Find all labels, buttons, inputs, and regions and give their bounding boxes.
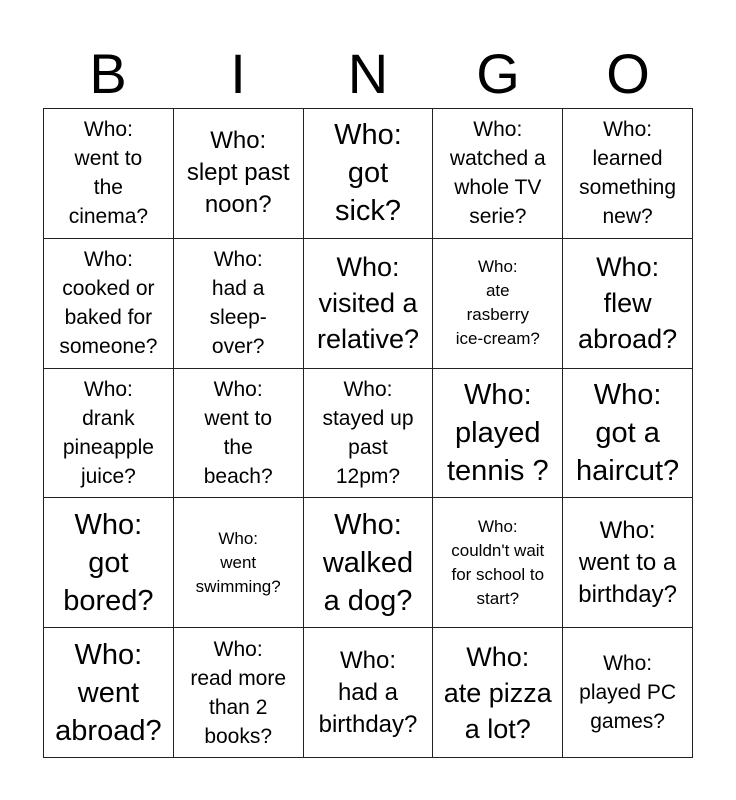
bingo-cell[interactable] xyxy=(433,109,563,239)
bingo-cell[interactable] xyxy=(44,369,174,499)
bingo-cell[interactable] xyxy=(174,498,304,628)
bingo-cell[interactable] xyxy=(304,498,434,628)
bingo-cell[interactable] xyxy=(563,628,693,758)
cell-text: Who: went to the cinema? xyxy=(68,118,149,229)
bingo-cell[interactable] xyxy=(174,239,304,369)
bingo-cell[interactable] xyxy=(304,369,434,499)
title-letter-g: G xyxy=(476,42,520,105)
cell-text: Who: ate rasberry ice-cream? xyxy=(455,257,540,349)
title-letter-b: B xyxy=(89,42,127,105)
cell-text: Who: had a sleep- over? xyxy=(209,248,267,359)
cell-text: Who: watched a whole TV serie? xyxy=(449,118,546,229)
cell-text: Who: couldn't wait for school to start? xyxy=(451,516,545,608)
cell-text: Who: slept past noon? xyxy=(186,127,290,219)
cell-text: Who: got a haircut? xyxy=(576,378,680,487)
bingo-title xyxy=(43,40,693,108)
bingo-cell[interactable] xyxy=(304,239,434,369)
title-letter-i: I xyxy=(230,42,246,105)
cell-text: Who: visited a relative? xyxy=(316,252,420,355)
cell-text: Who: walked a dog? xyxy=(322,508,414,617)
cell-text: Who: learned something new? xyxy=(579,118,677,229)
cell-text: Who: went to a birthday? xyxy=(578,516,677,608)
bingo-cell[interactable] xyxy=(433,628,563,758)
bingo-cell[interactable] xyxy=(44,498,174,628)
bingo-cell[interactable] xyxy=(304,109,434,239)
bingo-cell[interactable] xyxy=(304,628,434,758)
bingo-cell[interactable] xyxy=(44,109,174,239)
bingo-cell[interactable] xyxy=(433,498,563,628)
bingo-cell[interactable] xyxy=(563,109,693,239)
cell-text: Who: flew abroad? xyxy=(578,252,678,355)
bingo-cell[interactable] xyxy=(174,109,304,239)
bingo-cell[interactable] xyxy=(44,628,174,758)
cell-text: Who: went to the beach? xyxy=(203,377,273,488)
bingo-cell[interactable] xyxy=(433,239,563,369)
bingo-cell[interactable] xyxy=(44,239,174,369)
cell-text: Who: went abroad? xyxy=(55,638,162,747)
cell-text: Who: went swimming? xyxy=(195,528,281,596)
cell-text: Who: played PC games? xyxy=(579,652,677,734)
title-letter-o: O xyxy=(606,42,650,105)
cell-text: Who: played tennis ? xyxy=(447,378,549,487)
cell-text: Who: cooked or baked for someone? xyxy=(59,248,158,359)
bingo-board xyxy=(43,108,693,758)
bingo-cell[interactable] xyxy=(563,369,693,499)
cell-text: Who: drank pineapple juice? xyxy=(62,377,154,488)
cell-text: Who: ate pizza a lot? xyxy=(443,641,552,744)
bingo-cell[interactable] xyxy=(563,239,693,369)
cell-text: Who: stayed up past 12pm? xyxy=(322,377,414,488)
title-letter-n: N xyxy=(347,42,389,105)
bingo-cell[interactable] xyxy=(174,628,304,758)
bingo-cell[interactable] xyxy=(174,369,304,499)
cell-text: Who: got bored? xyxy=(63,508,154,617)
cell-text: Who: read more than 2 books? xyxy=(190,637,287,748)
cell-text: Who: got sick? xyxy=(334,119,402,228)
bingo-cell[interactable] xyxy=(433,369,563,499)
cell-text: Who: had a birthday? xyxy=(318,646,418,738)
bingo-cell[interactable] xyxy=(563,498,693,628)
